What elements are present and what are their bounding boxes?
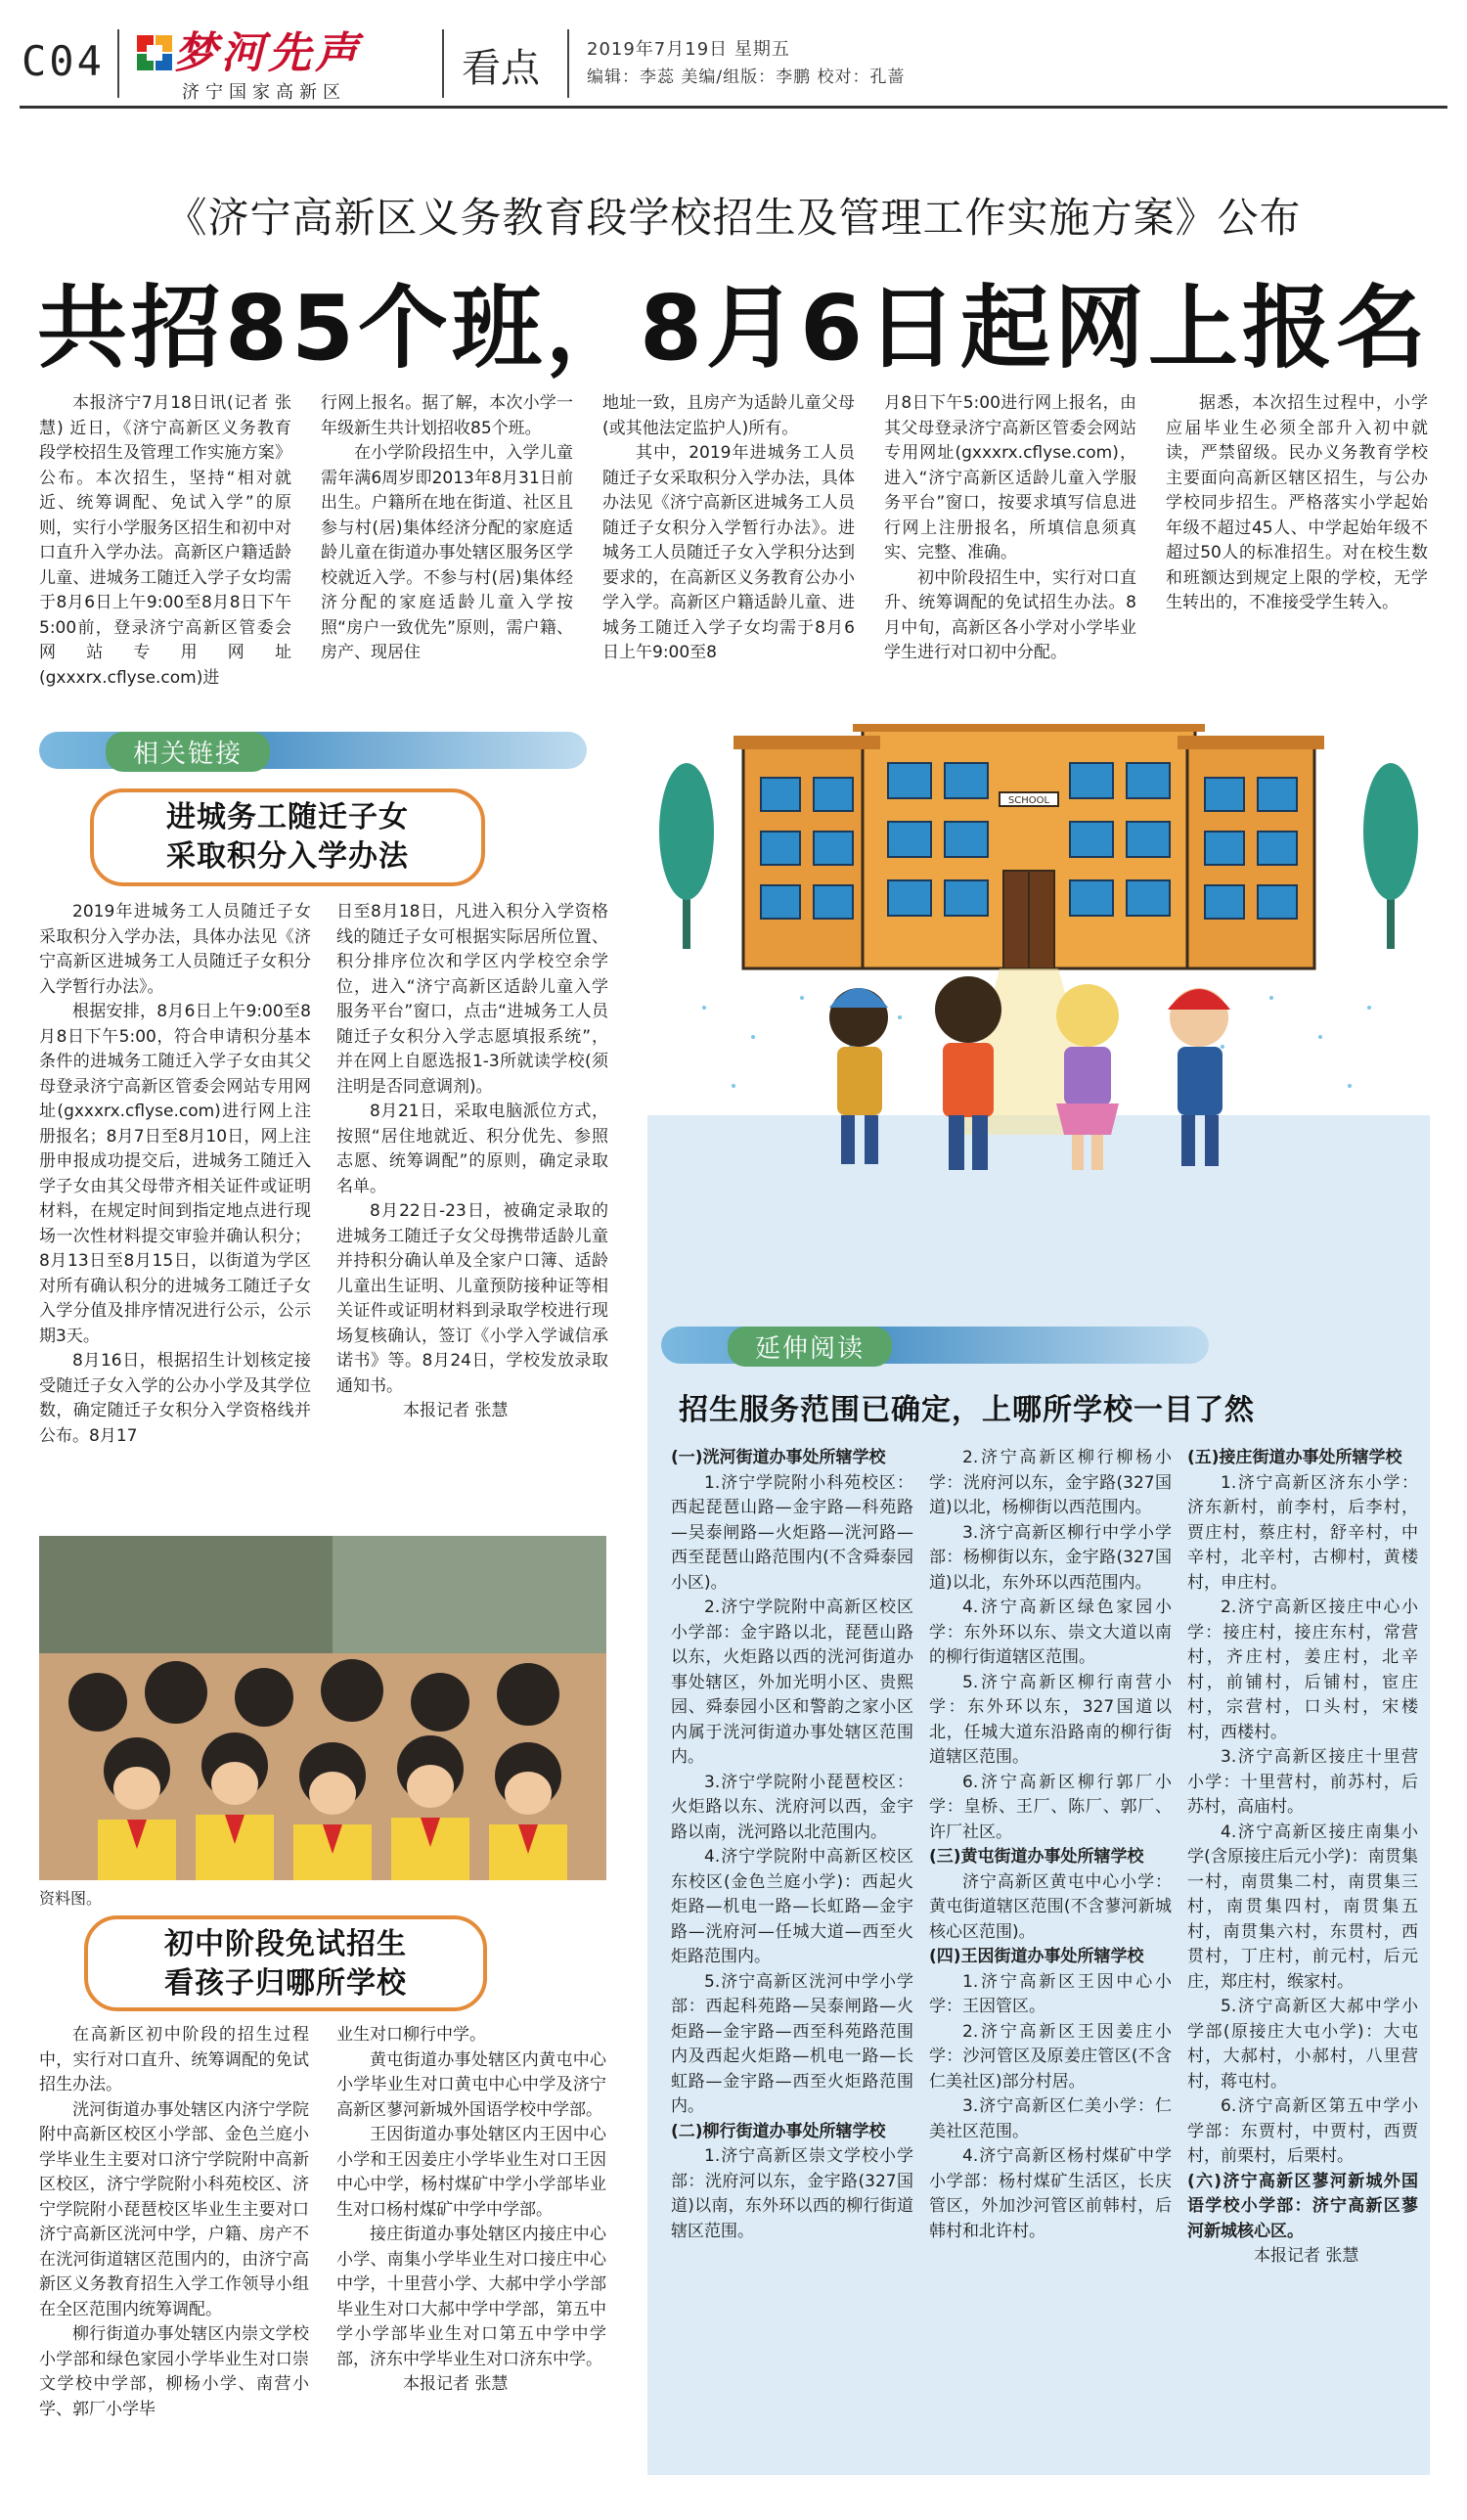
paragraph: 地址一致，且房产为适龄儿童父母(或其他法定监护人)所有。 (602, 393, 855, 438)
extended-column-1 (671, 1446, 913, 2244)
district-heading: (四)王因街道办事处所辖学校 (929, 1947, 1144, 1966)
middle-column-1 (39, 2023, 309, 2422)
subhead-line: 初中阶段免试招生 (164, 1927, 407, 1961)
paragraph: 2.济宁高新区王因姜庄小学：沙河管区及原姜庄管区(不含仁美社区)部分村居。 (929, 2021, 1172, 2092)
school-sign: SCHOOL (1007, 795, 1050, 806)
extended-title: 招生服务范围已确定，上哪所学校一目了然 (679, 1393, 1255, 1427)
paragraph: 据悉，本次招生过程中，小学应届毕业生必须全部升入初中就读，严禁留级。民办义务教育学校主要面向高新区辖区招生，与公办学校同步招生。严格落实小学起始年级不超过45人、中学起始年级不超过50人的标准招生。对在校生数和班额达到规定上限的学校，无学生转出的，不准接受学生转入。 (1166, 393, 1428, 612)
extended-column-2 (929, 1446, 1172, 2244)
tree-icon (1363, 763, 1418, 949)
paragraph: 1.济宁学院附小科苑校区：西起琵琶山路—金宇路—科苑路—吴泰闸路—火炬路—洸河路—西至琵琶山路范围内(不含舜泰园小区)。 (671, 1472, 913, 1593)
section-name: 看点 (462, 46, 540, 91)
paragraph: 初中阶段招生中，实行对口直升、统筹调配的免试招生办法。8月中旬，高新区各小学对小学毕业学生进行对口初中分配。 (884, 567, 1136, 662)
header-divider (442, 29, 444, 98)
paragraph: 洸河街道办事处辖区内济宁学院附中高新区校区小学部、金色兰庭小学毕业生主要对口济宁学院附中高新区校区，济宁学院附小科苑校区、济宁学院附小琵琶校区毕业生主要对口济宁高新区洸河中学，户籍、房产不在洸河街道辖区范围内的，由济宁高新区义务教育招生入学工作领导小组在全区范围内统筹调配。 (39, 2099, 309, 2319)
district-heading: (六)济宁高新区蓼河新城外国语学校小学部：济宁高新区蓼河新城核心区。 (1187, 2171, 1418, 2241)
paragraph: 2.济宁高新区柳行柳杨小学：洸府河以东，金宇路(327国道)以北，杨柳街以西范围内。 (929, 1448, 1172, 1517)
masthead-title: 梦河先声 (174, 28, 362, 78)
district-heading: (五)接庄街道办事处所辖学校 (1187, 1448, 1402, 1467)
kicker-headline: 《济宁高新区义务教育段学校招生及管理工作实施方案》公布 (165, 194, 1302, 242)
paragraph: 4.济宁高新区杨村煤矿中学小学部：杨村煤矿生活区，长庆管区，外加沙河管区前韩村，后韩村和北许村。 (929, 2146, 1172, 2241)
paragraph: 日至8月18日，凡进入积分入学资格线的随迁子女可根据实际居所位置、积分排序位次和学区内学校空余学位，进入“济宁高新区适龄儿童入学服务平台”窗口，点击“进城务工人员随迁子女积分入学志愿填报系统”，并在网上自愿选报1-3所就读学校(须注明是否同意调剂)。 (336, 902, 608, 1097)
lead-column-3 (602, 391, 855, 666)
subhead-line: 看孩子归哪所学校 (164, 1966, 407, 2001)
related-column-1 (39, 900, 311, 1449)
paragraph: 行网上报名。据了解，本次小学一年级新生共计划招收85个班。 (321, 393, 573, 438)
school-illustration (645, 724, 1438, 1213)
paragraph: 8月22日-23日，被确定录取的进城务工随迁子女父母携带适龄儿童并持积分确认单及全家户口簿、适龄儿童出生证明、儿童预防接种证等相关证件或证明材料到录取学校进行现场复核确认，签订《小学入学诚信承诺书》等。8月24日，学校发放录取通知书。 (336, 1201, 608, 1396)
paragraph: 济宁高新区黄屯中心小学：黄屯街道辖区范围(不含蓼河新城核心区范围)。 (929, 1871, 1172, 1942)
editor-credits: 编辑：李蕊 美编/组版：李鹏 校对：孔蔷 (587, 68, 906, 87)
paragraph: 月8日下午5:00进行网上报名，由其父母登录济宁高新区管委会网站专用网址(gxxxrx.cflyse.com)，进入“济宁高新区适龄儿童入学服务平台”窗口，按要求填写信息进行网上注册报名，所填信息须真实、完整、准确。 (884, 393, 1136, 562)
paragraph: 3.济宁高新区柳行中学小学部：杨柳街以东，金宇路(327国道)以北，东外环以西范围内。 (929, 1522, 1172, 1593)
paragraph: 4.济宁高新区接庄南集小学(含原接庄后元小学)：南贯集一村，南贯集二村，南贯集三村，南贯集四村，南贯集五村，南贯集六村，东贯村，西贯村，丁庄村，前元村，后元庄，郑庄村，缑家村。 (1187, 1822, 1418, 1992)
lead-column-4 (884, 391, 1136, 666)
masthead-logo-icon (135, 33, 174, 72)
paragraph: 3.济宁学院附小琵琶校区：火炬路以东、洸府河以西，金宇路以南，洸河路以北范围内。 (671, 1772, 913, 1842)
paragraph: 5.济宁高新区柳行南营小学：东外环以东，327国道以北，任城大道东沿路南的柳行街道辖区范围。 (929, 1672, 1172, 1767)
paragraph: 4.济宁高新区绿色家园小学：东外环以东、崇文大道以南的柳行街道辖区范围。 (929, 1598, 1172, 1667)
paragraph: 6.济宁高新区第五中学小学部：东贾村，中贾村，西贾村，前栗村，后栗村。 (1187, 2096, 1418, 2166)
paragraph: 在小学阶段招生中，入学儿童需年满6周岁即2013年8月31日前出生。户籍所在地在街道、社区且参与村(居)集体经济分配的家庭适龄儿童在街道办事处辖区服务区学校就近入学。不参与村(居)集体经济分配的家庭适龄儿童入学按照“房户一致优先”原则，需户籍、房产、现居住 (321, 443, 573, 662)
main-headline: 共招85个班，8月6日起网上报名 (36, 276, 1431, 381)
paragraph: 3.济宁高新区接庄十里营小学：十里营村，前苏村，后苏村，高庙村。 (1187, 1747, 1418, 1817)
header-divider (567, 29, 569, 98)
paragraph: 2.济宁高新区接庄中心小学：接庄村，接庄东村，常营村，齐庄村，姜庄村，北辛村，前铺村，后铺村，宦庄村，宗营村，口头村，宋楼村，西楼村。 (1187, 1598, 1418, 1742)
header-divider (117, 29, 119, 98)
district-heading: (三)黄屯街道办事处所辖学校 (929, 1847, 1144, 1867)
middle-column-2 (336, 2023, 606, 2398)
middle-subhead (84, 1915, 487, 2011)
paragraph: 业生对口柳行中学。 (336, 2025, 486, 2045)
subhead-line: 进城务工随迁子女 (166, 800, 409, 834)
issue-date: 2019年7月19日 星期五 (587, 39, 790, 60)
lead-column-2 (321, 391, 573, 666)
paragraph: 其中，2019年进城务工人员随迁子女采取积分入学办法，具体办法见《济宁高新区进城务工人员随迁子女积分入学暂行办法》。进城务工人员随迁子女入学积分达到要求的，在高新区义务教育公办小学入学。高新区户籍适龄儿童、进城务工随迁入学子女均需于8月6日上午9:00至8 (602, 443, 855, 662)
photo-image (39, 1536, 606, 1880)
paragraph: 在高新区初中阶段的招生过程中，实行对口直升、统筹调配的免试招生办法。 (39, 2025, 309, 2094)
paragraph: 本报济宁7月18日讯(记者 张慧) 近日，《济宁高新区义务教育段学校招生及管理工作实施方案》公布。本次招生，坚持“相对就近、统筹调配、免试入学”的原则，实行小学服务区招生和初中对口直升入学办法。高新区户籍适龄儿童、进城务工随迁入学子女均需于8月6日上午9:00至8月8日下午5:00前，登录济宁高新区管委会网站专用网址(gxxxrx.cflyse.com)进 (39, 393, 291, 688)
district-heading: (二)柳行街道办事处所辖学校 (671, 2121, 886, 2141)
paragraph: 根据安排，8月6日上午9:00至8月8日下午5:00，符合申请积分基本条件的进城务工随迁入学子女由其父母登录济宁高新区管委会网站专用网址(gxxxrx.cflyse.com)进行网上注册报名；8月7日至8月10日，网上注册申报成功提交后，进城务工随迁入学子女由其父母带齐相关证件或证明材料，在规定时间到指定地点进行现场一次性材料提交审验并确认积分；8月13日至8月15日，以街道为学区对所有确认积分的进城务工随迁子女入学分值及排序情况进行公示，公示期3天。 (39, 1002, 311, 1346)
paragraph: 1.济宁高新区济东小学：济东新村，前李村，后李村，贾庄村，蔡庄村，舒辛村，中辛村，北辛村，古柳村，黄楼村，申庄村。 (1187, 1472, 1418, 1593)
paragraph: 4.济宁学院附中高新区校区东校区(金色兰庭小学)：西起火炬路—机电一路—长虹路—金宇路—洸府河—任城大道—西至火炬路范围内。 (671, 1847, 913, 1966)
paragraph: 2019年进城务工人员随迁子女采取积分入学办法，具体办法见《济宁高新区进城务工人员随迁子女积分入学暂行办法》。 (39, 902, 311, 997)
paragraph: 接庄街道办事处辖区内接庄中心小学、南集小学毕业生对口接庄中心中学，十里营小学、大郝中学小学部毕业生对口大郝中学中学部，第五中学小学部毕业生对口第五中学中学部，济东中学毕业生对口济东中学。 (336, 2225, 606, 2369)
paragraph: 8月16日，根据招生计划核定接受随迁子女入学的公办小学及其学位数，确定随迁子女积分入学资格线并公布。8月17 (39, 1351, 311, 1446)
paragraph: 8月21日，采取电脑派位方式，按照“居住地就近、积分优先、参照志愿、统筹调配”的原则，确定录取名单。 (336, 1102, 608, 1196)
byline: 本报记者 张慧 (403, 1401, 509, 1420)
tree-icon (659, 763, 714, 949)
page-number: C04 (22, 37, 105, 85)
lead-column-1 (39, 391, 291, 691)
district-heading: (一)洸河街道办事处所辖学校 (671, 1448, 886, 1467)
related-tag: 相关链接 (106, 732, 270, 772)
paragraph: 王因街道办事处辖区内王因中心小学和王因姜庄小学毕业生对口王因中心中学，杨村煤矿中学小学部毕业生对口杨村煤矿中学中学部。 (336, 2125, 606, 2220)
extended-column-3 (1187, 1446, 1418, 2270)
paragraph: 6.济宁高新区柳行郭厂小学：皇桥、王厂、陈厂、郭厂、许厂社区。 (929, 1772, 1172, 1842)
paragraph: 3.济宁高新区仁美小学：仁美社区范围。 (929, 2096, 1172, 2141)
byline: 本报记者 张慧 (403, 2374, 509, 2394)
related-subhead (90, 788, 485, 886)
related-column-2 (336, 900, 608, 1424)
paragraph: 1.济宁高新区王因中心小学：王因管区。 (929, 1971, 1172, 2016)
header-rule (20, 106, 1447, 109)
students-photo (39, 1536, 606, 1880)
paragraph: 黄屯街道办事处辖区内黄屯中心小学毕业生对口黄屯中心中学及济宁高新区蓼河新城外国语学校中学部。 (336, 2049, 606, 2120)
masthead-subtitle: 济宁国家高新区 (182, 82, 346, 103)
paragraph: 5.济宁高新区大郝中学小学部(原接庄大屯小学)：大屯村，大郝村，小郝村，八里营村，蒋屯村。 (1187, 1997, 1418, 2092)
extended-tag: 延伸阅读 (728, 1327, 892, 1367)
lead-column-5 (1166, 391, 1428, 616)
paragraph: 1.济宁高新区崇文学校小学部：洸府河以东，金宇路(327国道)以南，东外环以西的柳行街道辖区范围。 (671, 2146, 913, 2241)
paragraph: 2.济宁学院附中高新区校区小学部：金宇路以北，琵琶山路以东，火炬路以西的洸河街道办事处辖区，外加光明小区、贵熙园、舜泰园小区和警韵之家小区内属于洸河街道办事处辖区范围内。 (671, 1598, 913, 1767)
photo-caption: 资料图。 (39, 1889, 103, 1908)
byline: 本报记者 张慧 (1254, 2246, 1359, 2266)
paragraph: 柳行街道办事处辖区内崇文学校小学部和绿色家园小学毕业生对口崇文学校中学部，柳杨小学、南营小学、郭厂小学毕 (39, 2324, 309, 2419)
paragraph: 5.济宁高新区洸河中学小学部：西起科苑路—吴泰闸路—火炬路—金宇路—西至科苑路范围内及西起火炬路—机电一路—长虹路—金宇路—西至火炬路范围内。 (671, 1971, 913, 2116)
subhead-line: 采取积分入学办法 (166, 839, 409, 874)
